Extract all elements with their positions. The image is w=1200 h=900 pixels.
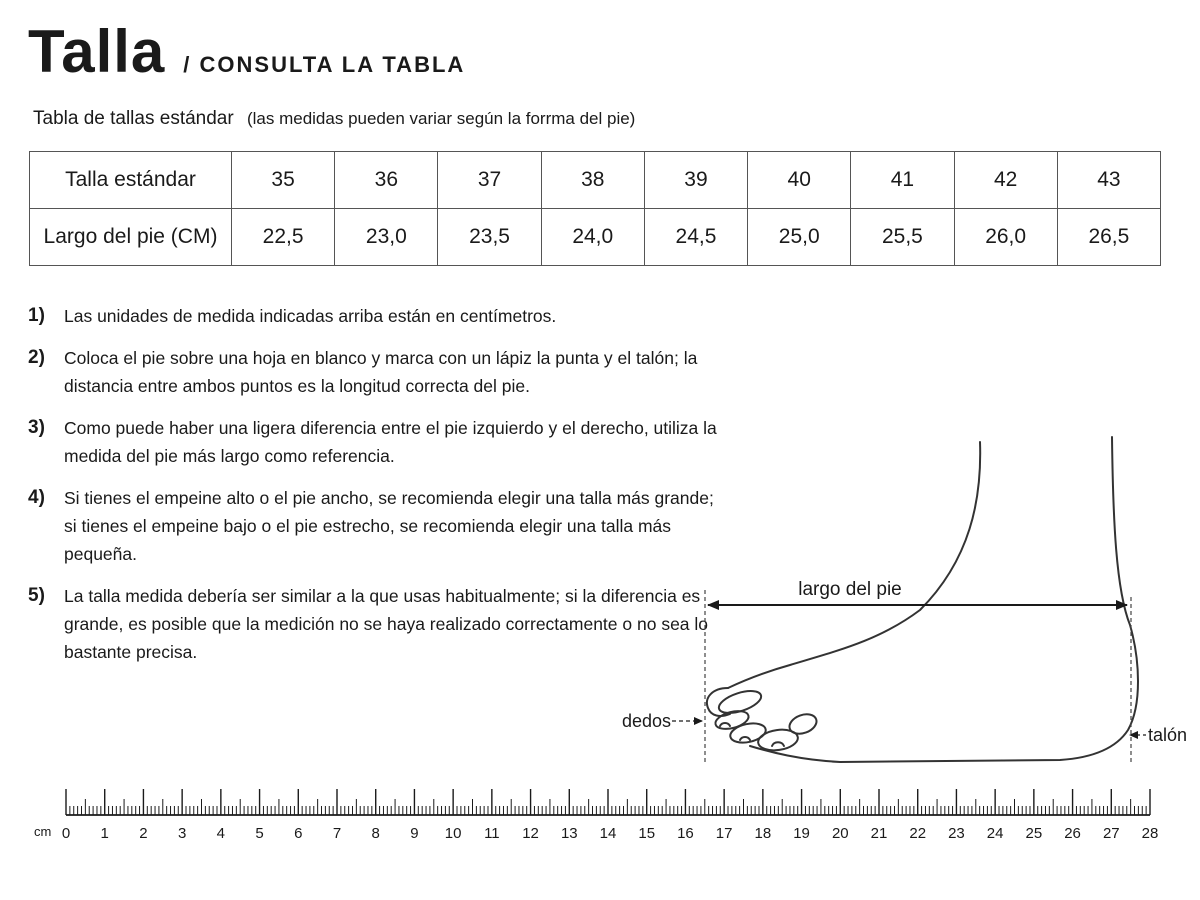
ruler-label: 21 [870, 825, 888, 842]
ruler [34, 789, 1158, 842]
length-cell: 22,5 [232, 209, 335, 266]
ruler-labels [62, 825, 1159, 842]
length-row-label: Largo del pie (CM) [30, 209, 232, 266]
instruction-text: Coloca el pie sobre una hoja en blanco y marca con un lápiz la punta y el talón; la distancia entre ambos puntos es la longitud correcta del pie. [64, 348, 698, 396]
ruler-label: 7 [332, 825, 342, 842]
instruction-item [28, 484, 718, 568]
ruler-label: 23 [948, 825, 965, 842]
ruler-label: 9 [410, 825, 419, 842]
ruler-label: 25 [1025, 825, 1043, 842]
ruler-label: 22 [909, 825, 927, 842]
length-row [30, 209, 1161, 266]
ruler-ticks [66, 789, 1150, 815]
size-cell: 38 [541, 152, 644, 209]
instruction-text: Las unidades de medida indicadas arriba están en centímetros. [64, 306, 557, 326]
size-cell: 36 [335, 152, 438, 209]
instruction-number: 1) [28, 305, 45, 326]
ruler-label: 20 [831, 825, 849, 842]
ruler-label: 11 [484, 825, 500, 842]
ruler-label: 4 [216, 825, 226, 842]
length-cell: 24,0 [541, 209, 644, 266]
instruction-item [28, 344, 718, 400]
ruler-label: 1 [100, 825, 109, 842]
size-table [29, 151, 1161, 266]
instruction-number: 3) [28, 417, 45, 438]
page-subtitle: / CONSULTA LA TABLA [183, 52, 466, 77]
length-label: largo del pie [798, 579, 902, 600]
table-caption-main: Tabla de tallas estándar [33, 108, 234, 129]
length-cell: 23,0 [335, 209, 438, 266]
ruler-label: 16 [677, 825, 694, 842]
ruler-label: 10 [444, 825, 462, 842]
ruler-label: 26 [1064, 825, 1081, 842]
size-cell: 39 [644, 152, 747, 209]
ruler-label: 17 [715, 825, 733, 842]
instruction-number: 2) [28, 347, 45, 368]
ruler-label: 13 [560, 825, 578, 842]
length-cell: 24,5 [644, 209, 747, 266]
toes-label: dedos [622, 711, 672, 731]
ruler-label: 27 [1102, 825, 1120, 842]
heel-label: talón [1148, 725, 1188, 745]
page-title: Talla [28, 18, 166, 85]
ruler-label: 15 [638, 825, 656, 842]
ruler-label: 2 [139, 825, 148, 842]
ruler-label: 6 [294, 825, 303, 842]
size-cell: 41 [851, 152, 954, 209]
ruler-label: 3 [177, 825, 187, 842]
table-caption-note: (las medidas pueden variar según la forrma del pie) [246, 109, 636, 128]
length-cell: 26,5 [1057, 209, 1160, 266]
size-row-label: Talla estándar [30, 152, 232, 209]
ruler-label: 8 [371, 825, 380, 842]
ruler-label: 18 [754, 825, 772, 842]
length-cell: 23,5 [438, 209, 541, 266]
instruction-item [28, 302, 718, 330]
length-cell: 25,0 [748, 209, 851, 266]
ruler-unit: cm [34, 824, 52, 839]
size-cell: 40 [748, 152, 851, 209]
ruler-label: 14 [599, 825, 617, 842]
instructions-list [28, 302, 718, 680]
length-cell: 26,0 [954, 209, 1057, 266]
instruction-number: 5) [28, 585, 45, 606]
length-cell: 25,5 [851, 209, 954, 266]
instruction-number: 4) [28, 487, 45, 508]
foot-outline-icon [707, 437, 1138, 762]
table-caption [33, 108, 635, 130]
size-cell: 37 [438, 152, 541, 209]
ruler-label: 0 [61, 825, 71, 842]
ruler-label: 24 [986, 825, 1004, 842]
size-cell: 35 [232, 152, 335, 209]
instruction-text: Si tienes el empeine alto o el pie ancho, se recomienda elegir una talla más grande; si tienes el empeine bajo o el pie estrecho, se recomienda elegir una talla más pequeña. [64, 488, 714, 564]
instruction-item [28, 582, 718, 666]
size-cell: 43 [1057, 152, 1160, 209]
ruler-label: 5 [255, 825, 264, 842]
header [28, 18, 466, 92]
instruction-text: La talla medida debería ser similar a la que usas habitualmente; si la diferencia es grande, es posible que la medición no se haya realizado correctamente o no sea lo bastante precisa. [64, 586, 709, 662]
size-row [30, 152, 1161, 209]
instruction-item [28, 414, 718, 470]
ruler-label: 28 [1141, 825, 1159, 842]
ruler-label: 19 [793, 825, 810, 842]
ruler-label: 12 [522, 825, 539, 842]
instruction-text: Como puede haber una ligera diferencia entre el pie izquierdo y el derecho, utiliza la medida del pie más largo como referencia. [64, 418, 717, 466]
size-cell: 42 [954, 152, 1057, 209]
